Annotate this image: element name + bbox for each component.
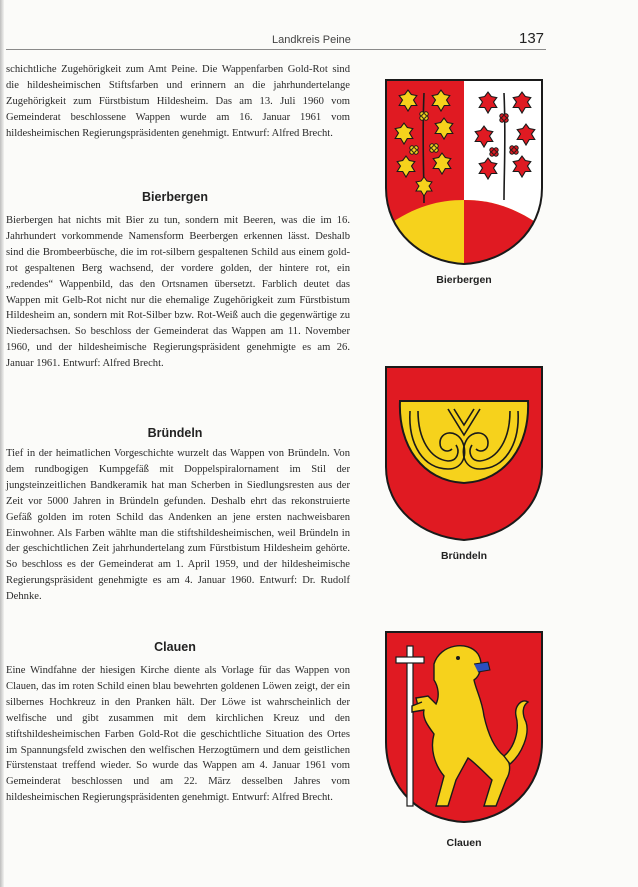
bierbergen-coat-of-arms [384,78,544,266]
section-heading-bruendeln: Bründeln [147,426,203,440]
running-title: Landkreis Peine [272,34,351,46]
page-spine-shadow [0,0,4,887]
caption-bruendeln: Bründeln [440,550,488,562]
page-number: 137 [519,30,545,47]
bruendeln-coat-of-arms [384,365,544,543]
caption-bierbergen: Bierbergen [436,274,492,286]
header-rule [6,49,546,50]
section-text-bierbergen: Bierbergen hat nichts mit Bier zu tun, sondern mit Beeren, was die im 16. Jahrhundert vorkommende Namensform Beerbergen erkennen lässt. Deshalb sind die Brombeerbüsche, die im rot-silbern gespaltenen Schild aus einem gold-rot gespaltenen Berg wachsend, der vordere golden, der hintere rot, ein „redendes“ Wappenbild, das den Ortsnamen übersetzt. Farblich deutet das Wappen mit Gelb-Rot nicht nur die ehemalige Zugehörigkeit zum Fürstbistum Hildesheim an, sondern mit Rot-Silber bzw. Rot-Weiß auch die gegenwärtige zu Niedersachsen. So beschloss der Gemeinderat das Wappen am 11. November 1960, und der hildesheimische Regierungspräsident genehmigte es am 26. Januar 1961. Entwurf: Alfred Brecht. [6,215,350,370]
page-header [0,30,638,50]
section-heading-bierbergen: Bierbergen [142,190,208,204]
section-text-clauen: Eine Windfahne der hiesigen Kirche diente als Vorlage für das Wappen von Clauen, das im roten Schild einen blau bewehrten goldenen Löwen zeigt, der ein silbernes Hochkreuz in den Pranken hält. Der Löwe ist wahrscheinlich der welfische und gibt zusammen mit dem kirchlichen Kreuz und den stiftshildesheimischen Farben Gold-Rot die geschichtliche Situation des Ortes im Spannungsfeld zwischen den welfischen Herzogtümern und dem geistlichen Fürstenstaat treffend wieder. So wurde das Wappen am 4. Januar 1961 vom Gemeinderat beschlossen und am 22. März desselben Jahres vom hildesheimischen Regierungspräsidenten genehmigt. Entwurf: Alfred Brecht. [6,665,350,804]
section-heading-clauen: Clauen [154,640,196,654]
intro-paragraph: schichtliche Zugehörigkeit zum Amt Peine. Die Wappenfarben Gold-Rot sind die hildesheimischen Stiftsfarben und erinnern an die jahrhundertelange Zugehörigkeit zum Fürstbistum Hildesheim. Das am 13. Juli 1960 vom Gemeinderat beschlossene Wappen wurde am 16. Januar 1961 vom hildesheimischen Regierungspräsidenten genehmigt. Entwurf: Alfred Brecht. [6,64,350,139]
caption-clauen: Clauen [446,837,482,849]
section-text-bruendeln: Tief in der heimatlichen Vorgeschichte wurzelt das Wappen von Bründeln. Von dem rundbogigen Kumpgefäß mit Doppelspiralornament im Stil der jungsteinzeitlichen Bandkeramik hat man Scherben in Siedlungsresten aus der Zeit vor 5000 Jahren in Bründeln gefunden. Deshalb ehrt das rekonstruierte Gefäß golden im roten Schild das Andenken an jene ersten nachweisbaren Einwohner. Als Farben wählte man die stiftshildesheimischen, weil Bründeln in der geschichtlichen Zeit jahrhundertelang zum Fürstbistum Hildesheim gehörte. So beschloss es der Gemeinderat am 1. April 1959, und der hildesheimische Regierungspräsident genehmigte es am 4. Januar 1960. Entwurf: Dr. Rudolf Dehnke. [6,448,350,603]
clauen-coat-of-arms [384,630,544,824]
